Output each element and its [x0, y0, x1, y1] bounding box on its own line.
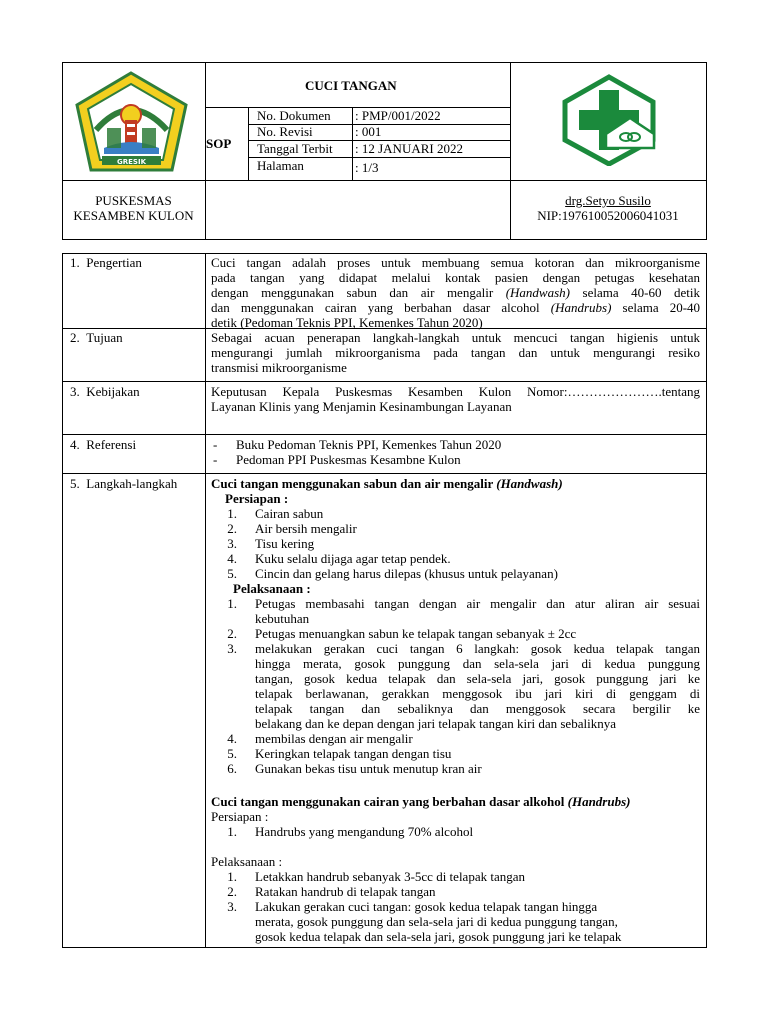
handrubs-section [211, 794, 700, 944]
list-item-text: Petugas membasahi tangan dengan air mengalir dan atur aliran air sesuai [255, 596, 700, 611]
handrubs-heading: Cuci tangan menggunakan cairan yang berbahan dasar alkohol (Handrubs) [211, 794, 631, 809]
list-item-text: belakang dan ke depan dengan jari telapak tangan kiri dan sebaliknya [255, 716, 616, 731]
list-item [211, 869, 700, 884]
row-label-tujuan: 2. Tujuan [70, 330, 123, 345]
handwash-heading: Cuci tangan menggunakan sabun dan air mengalir (Handwash) [211, 476, 563, 491]
list-item [211, 641, 700, 731]
handwash-persiapan-label: Persiapan : [225, 491, 289, 506]
list-item-text: Letakkan handrub sebanyak 3-5cc di telapak tangan [255, 869, 525, 884]
list-item-text: hingga merata, gosok punggung dan sela-sela jari di kedua punggung [255, 656, 700, 671]
gresik-emblem-icon [74, 70, 189, 174]
list-item-text: Keringkan telapak tangan dengan tisu [255, 746, 452, 761]
list-item-number: 4. [227, 551, 237, 566]
meta-value-no-dokumen: : PMP/001/2022 [355, 108, 441, 123]
signer-name: drg.Setyo Susilo [565, 193, 651, 208]
doc-title: CUCI TANGAN [305, 78, 397, 93]
org-name [62, 193, 205, 223]
list-item [211, 521, 700, 536]
list-item-text: Lakukan gerakan cuci tangan: gosok kedua telapak tangan hingga [255, 899, 598, 914]
list-item [211, 536, 700, 551]
list-item [211, 551, 700, 566]
list-item [211, 596, 700, 626]
list-item [211, 761, 700, 776]
org-line-1: PUSKESMAS [95, 193, 172, 208]
list-item: - Buku Pedoman Teknis PPI, Kemenkes Tahun 2020 [213, 437, 502, 452]
row-label-pengertian: 1. Pengertian [70, 255, 142, 270]
list-item [211, 899, 700, 944]
list-item-text: Cairan sabun [255, 506, 324, 521]
list-item-text: telapak berlawanan, gerakkan menggosok ibu jari kiri di genggam di [255, 686, 700, 701]
referensi-list [211, 437, 700, 467]
list-item-number: 3. [227, 536, 237, 551]
pengertian-text: Cuci tangan adalah proses untuk membuang semua kotoran dan mikroorganisme pada tangan yang didapat melalui kontak pasien dengan petugas kesehatan dengan menggunakan sabun dan air mengalir (Handwash) selama 40-60 detik dan menggunakan cairan yang berbahan dasar alcohol (Handrubs) selama 20-40 detik (Pedoman Teknis PPI, Kemenkes Tahun 2020) [211, 255, 701, 330]
handwash-persiapan-list [211, 506, 700, 581]
list-item [211, 626, 700, 641]
handrubs-pelaksanaan-list [211, 869, 700, 944]
list-item: - Pedoman PPI Puskesmas Kesambne Kulon [213, 452, 461, 467]
handrubs-persiapan-label: Persiapan : [211, 809, 269, 824]
list-item-text: tangan, gosok kedua telapak dan sela-sela jari, gosok punggung jari ke [255, 671, 700, 686]
list-item-text: Handrubs yang mengandung 70% alcohol [255, 824, 474, 839]
list-item [211, 506, 700, 521]
list-item-number: 5. [227, 566, 237, 581]
list-item-text: Petugas menuangkan sabun ke telapak tangan sebanyak ± 2cc [255, 626, 577, 641]
meta-label-no-dokumen: No. Dokumen [257, 108, 331, 123]
list-item-number: 4. [227, 731, 237, 746]
meta-value-no-revisi: : 001 [355, 124, 382, 139]
list-item-text: Tisu kering [255, 536, 315, 551]
list-item-text: melakukan gerakan cuci tangan 6 langkah: gosok kedua telapak tangan [255, 641, 700, 656]
sop-label: SOP [206, 136, 232, 151]
handwash-pelaksanaan-label: Pelaksanaan : [233, 581, 311, 596]
list-item-number: 5. [227, 746, 237, 761]
list-item-text: telapak tangan dan sebaliknya dan menggosok secara bergilir ke [255, 701, 700, 716]
tujuan-text: Sebagai acuan penerapan langkah-langkah untuk mencuci tangan higienis untuk mengurangi jumlah mikroorganisma pada tangan dan untuk mengurangi resiko transmisi mikroorganisme [211, 330, 700, 375]
row-label-kebijakan: 3. Kebijakan [70, 384, 140, 399]
list-item-text: Gunakan bekas tisu untuk menutup kran air [255, 761, 482, 776]
list-item-number: 3. [227, 641, 237, 656]
list-item-text: membilas dengan air mengalir [255, 731, 413, 746]
list-item [211, 731, 700, 746]
handwash-section [211, 476, 700, 776]
list-item-text: Ratakan handrub di telapak tangan [255, 884, 436, 899]
list-item-text: Kuku selalu dijaga agar tetap pendek. [255, 551, 451, 566]
meta-value-tanggal-terbit: : 12 JANUARI 2022 [355, 141, 463, 156]
list-item-number: 1. [227, 824, 237, 839]
meta-label-halaman: Halaman [257, 158, 304, 173]
handwash-pelaksanaan-list [211, 596, 700, 776]
kebijakan-text: Keputusan Kepala Puskesmas Kesamben Kulon Nomor:………………….tentang Layanan Klinis yang Menjamin Kesinambungan Layanan [211, 384, 700, 414]
list-item-text: kebutuhan [255, 611, 310, 626]
puskesmas-logo-icon [560, 74, 658, 166]
meta-label-no-revisi: No. Revisi [257, 124, 313, 139]
list-item [211, 884, 700, 899]
list-item-text: Air bersih mengalir [255, 521, 357, 536]
list-item-number: 1. [227, 869, 237, 884]
list-item-number: 2. [227, 884, 237, 899]
handrubs-pelaksanaan-label: Pelaksanaan : [211, 854, 283, 869]
list-item [211, 566, 700, 581]
row-label-langkah: 5. Langkah-langkah [70, 476, 178, 491]
list-item-number: 2. [227, 521, 237, 536]
list-item-text: gosok kedua telapak dan sela-sela jari, gosok punggung jari ke telapak [255, 929, 622, 944]
meta-value-halaman: : 1/3 [355, 160, 379, 175]
list-item-number: 2. [227, 626, 237, 641]
list-item-number: 3. [227, 899, 237, 914]
list-item-number: 1. [227, 506, 237, 521]
logo-left-text: GRESIK [117, 158, 146, 166]
signer-block [510, 193, 706, 223]
meta-label-tanggal-terbit: Tanggal Terbit [257, 141, 333, 156]
signer-nip: NIP:197610052006041031 [537, 208, 679, 223]
handrubs-persiapan-list [211, 824, 700, 839]
list-item-text: merata, gosok punggung dan sela-sela jari di kedua punggung tangan, [255, 914, 618, 929]
org-line-2: KESAMBEN KULON [73, 208, 194, 223]
list-item [211, 746, 700, 761]
row-label-referensi: 4. Referensi [70, 437, 137, 452]
list-item-number: 6. [227, 761, 237, 776]
list-item-text: Cincin dan gelang harus dilepas (khusus untuk pelayanan) [255, 566, 558, 581]
list-item-number: 1. [227, 596, 237, 611]
list-item [211, 824, 700, 839]
